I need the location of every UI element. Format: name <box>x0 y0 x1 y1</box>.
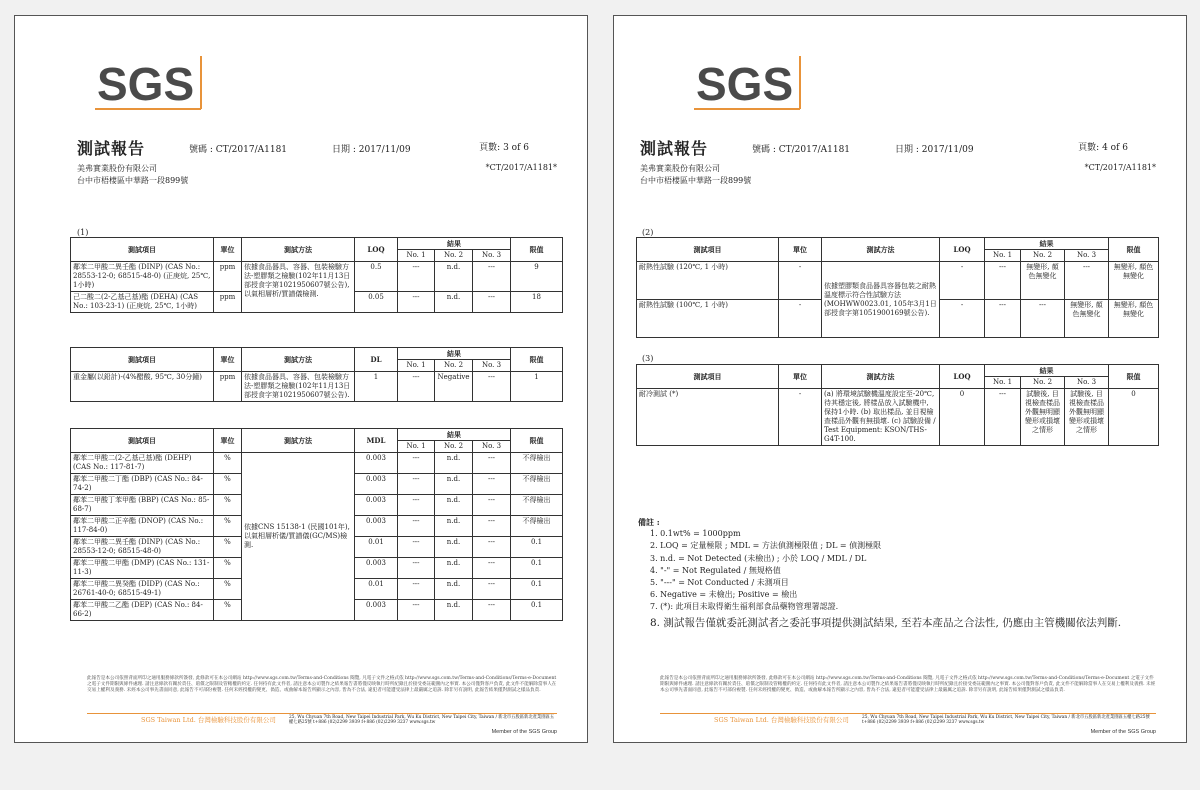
table-row <box>71 453 563 474</box>
row-item: 鄰苯二甲酸二正辛酯 (DNOP) (CAS No.: 117-84-0) <box>71 516 214 537</box>
row-limit: 0.1 <box>511 579 563 600</box>
row-result-2: n.d. <box>435 558 473 579</box>
row-result-1: --- <box>398 495 435 516</box>
note-item: 6. Negative = 未檢出; Positive = 檢出 <box>650 590 798 600</box>
row-result-2: n.d. <box>435 292 473 313</box>
row-limit: 1 <box>511 372 563 402</box>
header-item: 測試項目 <box>71 238 214 262</box>
header-no2: No. 2 <box>435 441 473 453</box>
section-label: (2) <box>642 228 654 237</box>
row-item: 耐熱性試驗 (120℃, 1 小時) <box>637 262 779 300</box>
row-result-1: --- <box>398 372 435 402</box>
report-page-4 <box>613 15 1187 743</box>
row-unit: % <box>214 495 242 516</box>
row-item: 鄰苯二甲酸二甲酯 (DMP) (CAS No.: 131-11-3) <box>71 558 214 579</box>
row-item: 重金屬(以鉛計)-(4%醋酸, 95℃, 30分鐘) <box>71 372 214 402</box>
barcode-ref: *CT/2017/A1181* <box>485 163 557 172</box>
page-footer <box>660 713 1156 725</box>
header-no2: No. 2 <box>1021 250 1065 262</box>
row-result-2: n.d. <box>435 537 473 558</box>
row-result-3: --- <box>473 495 511 516</box>
header-loq: LOQ <box>940 365 985 389</box>
note-item: 4. "-" = Not Regulated / 無規格值 <box>650 565 781 575</box>
row-limit: 無變形, 顏色無變化 <box>1109 300 1159 338</box>
barcode-ref: *CT/2017/A1181* <box>1084 163 1156 172</box>
header-unit: 單位 <box>214 429 242 453</box>
footer-divider <box>87 713 557 714</box>
row-method: 依據CNS 15138-1 (民國101年), 以氣相層析儀/質譜儀(GC/MS)檢測. <box>242 453 355 621</box>
header-no3: No. 3 <box>1065 250 1109 262</box>
row-mdl: 0.01 <box>355 579 398 600</box>
client-info <box>77 163 188 187</box>
row-unit: ppm <box>214 262 242 292</box>
header-no1: No. 1 <box>398 360 435 372</box>
header-no2: No. 2 <box>1021 377 1065 389</box>
row-limit: 0 <box>1109 389 1159 446</box>
row-item: 鄰苯二甲酸丁苯甲酯 (BBP) (CAS No.: 85-68-7) <box>71 495 214 516</box>
row-mdl: 0.003 <box>355 495 398 516</box>
row-result-1: --- <box>398 537 435 558</box>
row-result-3: --- <box>473 516 511 537</box>
row-mdl: 0.01 <box>355 537 398 558</box>
header-unit: 單位 <box>214 348 242 372</box>
row-unit: ppm <box>214 372 242 402</box>
row-result-3: --- <box>473 537 511 558</box>
table-row <box>71 262 563 292</box>
row-result-2: n.d. <box>435 579 473 600</box>
row-result-1: --- <box>398 600 435 621</box>
row-method: 依據食品器具、容器、包裝檢驗方法-塑膠類之檢驗(102年11月13日部授食字第1021950607號公告), 以氣相層析/質譜儀檢測. <box>242 262 355 313</box>
row-result-1: --- <box>398 474 435 495</box>
client-address: 台中市梧棲區中華路一段899號 <box>77 176 189 185</box>
row-mdl: 0.003 <box>355 600 398 621</box>
footer-company: SGS Taiwan Ltd. 台灣檢驗科技股份有限公司 <box>714 716 849 724</box>
footer-address: 25, Wu Chyuan 7th Road, New Taipei Industrial Park, Wu Ku District, New Taipei City, Taiwan / 新北市五股區新北產業園區五權七路25號 t+886 (02)2299 3939 f+886 (02)2299 3237 www.sgs.tw <box>862 715 1150 725</box>
header-no3: No. 3 <box>473 441 511 453</box>
results-table-heavy-metals <box>70 347 563 402</box>
row-result-3: --- <box>1065 262 1109 300</box>
report-number: 號碼 : CT/2017/A1181 <box>189 145 288 155</box>
header-item: 測試項目 <box>637 238 779 262</box>
report-title: 測試報告 <box>640 139 709 158</box>
header-unit: 單位 <box>214 238 242 262</box>
row-unit: % <box>214 558 242 579</box>
row-result-3: --- <box>473 262 511 292</box>
row-item: 耐熱性試驗 (100℃, 1 小時) <box>637 300 779 338</box>
client-name: 美弗實業股份有限公司 <box>640 164 720 173</box>
table-row <box>637 389 1159 446</box>
section-label: (3) <box>642 354 654 363</box>
note-item: 5. "---" = Not Conducted / 未測項目 <box>650 578 789 588</box>
row-unit: - <box>779 262 822 300</box>
row-limit: 0.1 <box>511 537 563 558</box>
row-item: 鄰苯二甲酸二乙酯 (DEP) (CAS No.: 84-66-2) <box>71 600 214 621</box>
table-row <box>637 262 1159 300</box>
report-header <box>77 140 557 160</box>
row-result-1: --- <box>985 300 1021 338</box>
notes-title: 備註 : <box>638 517 660 527</box>
row-limit: 不得檢出 <box>511 495 563 516</box>
row-unit: % <box>214 474 242 495</box>
row-loq: 0.5 <box>355 262 398 292</box>
notes-section <box>638 516 1158 631</box>
row-item: 鄰苯二甲酸二異癸酯 (DIDP) (CAS No.: 26761-40-0; 68515-49-1) <box>71 579 214 600</box>
sgs-logo <box>694 56 804 116</box>
row-result-2: n.d. <box>435 600 473 621</box>
row-method: 依據塑膠類食品器具容器包裝之耐熱溫度標示符合性試驗方法(MOHWW0023.01, 105年3月1日部授食字第1051900169號公告). <box>822 262 940 338</box>
header-no3: No. 3 <box>473 250 511 262</box>
row-result-2: 試驗後, 目視檢查樣品外觀無明顯變形或損壞之情形 <box>1021 389 1065 446</box>
client-name: 美弗實業股份有限公司 <box>77 164 157 173</box>
row-result-3: --- <box>473 600 511 621</box>
row-result-2: n.d. <box>435 474 473 495</box>
header-item: 測試項目 <box>637 365 779 389</box>
row-result-2: n.d. <box>435 495 473 516</box>
client-info <box>640 163 751 187</box>
row-item: 鄰苯二甲酸二異壬酯 (DINP) (CAS No.: 28553-12-0; 68515-48-0) <box>71 537 214 558</box>
row-unit: % <box>214 537 242 558</box>
row-limit: 0.1 <box>511 558 563 579</box>
row-result-1: --- <box>985 262 1021 300</box>
terms-fine-print: 此報告是本公司依照背面所印之通用服務條款所簽發, 此條款可在本公司網站 http://www.sgs.com.tw/Terms-and-Conditions 閱覽, 凡電子文件之格式依 http://www.sgs.com.tw/Terms-and-Conditions/Terms-e-Document 之電子文件期限與條件處理. 請注意條款有關於責任、賠償之限制及管轄權的約定. 任何持有此文件者, 請注意本公司製作之結果報告書將僅反映執行時所紀錄且於接受委託範圍內之事實. 本公司僅對客戶負責, 此文件不能解除當事人在交易上權利及義務. 未經本公司事先書面同意, 此報告不可部份複製. 任何未經授權的變更、偽造、或曲解本報告所顯示之內容, 皆為不合法, 違犯者可能遭受法律上最嚴厲之追訴. 除非另有說明, 此報告結果僅對測試之樣品負責. <box>87 676 557 693</box>
header-no1: No. 1 <box>985 250 1021 262</box>
note-item: 1. 0.1wt% = 1000ppm <box>650 529 741 539</box>
header-result: 結果 <box>398 238 511 250</box>
header-limit: 限值 <box>511 429 563 453</box>
note-item: 2. LOQ = 定量極限 ; MDL = 方法偵測極限值 ; DL = 偵測極限 <box>650 541 882 551</box>
header-no3: No. 3 <box>473 360 511 372</box>
row-limit: 不得檢出 <box>511 474 563 495</box>
page-footer <box>87 713 557 725</box>
header-method: 測試方法 <box>242 348 355 372</box>
row-item: 鄰苯二甲酸二(2-乙基己基)酯 (DEHP) (CAS No.: 117-81-7) <box>71 453 214 474</box>
row-result-2: n.d. <box>435 262 473 292</box>
header-dl: DL <box>355 348 398 372</box>
report-number: 號碼 : CT/2017/A1181 <box>752 145 851 155</box>
row-limit: 不得檢出 <box>511 453 563 474</box>
row-result-2: Negative <box>435 372 473 402</box>
row-unit: - <box>779 389 822 446</box>
row-result-3: --- <box>473 453 511 474</box>
header-unit: 單位 <box>779 238 822 262</box>
row-unit: % <box>214 516 242 537</box>
header-no1: No. 1 <box>398 441 435 453</box>
row-item: 鄰苯二甲酸二異壬酯 (DINP) (CAS No.: 28553-12-0; 68515-48-0) (正庚烷, 25℃, 1小時) <box>71 262 214 292</box>
sgs-group-member: Member of the SGS Group <box>1090 729 1156 735</box>
row-unit: - <box>779 300 822 338</box>
svg-text:SGS: SGS <box>696 58 794 110</box>
row-unit: % <box>214 600 242 621</box>
results-table-cold-resistance <box>636 364 1159 446</box>
row-result-2: --- <box>1021 300 1065 338</box>
footer-company: SGS Taiwan Ltd. 台灣檢驗科技股份有限公司 <box>141 716 276 724</box>
row-result-1: --- <box>398 558 435 579</box>
report-page-3 <box>14 15 588 743</box>
header-no1: No. 1 <box>398 250 435 262</box>
row-result-3: --- <box>473 292 511 313</box>
header-limit: 限值 <box>1109 238 1159 262</box>
row-limit: 0.1 <box>511 600 563 621</box>
row-item: 鄰苯二甲酸二丁酯 (DBP) (CAS No.: 84-74-2) <box>71 474 214 495</box>
sgs-group-member: Member of the SGS Group <box>491 729 557 735</box>
report-date: 日期 : 2017/11/09 <box>895 145 974 155</box>
row-result-1: --- <box>398 262 435 292</box>
results-table-heat-resistance <box>636 237 1159 338</box>
header-no3: No. 3 <box>1065 377 1109 389</box>
row-result-3: --- <box>473 372 511 402</box>
header-limit: 限值 <box>511 238 563 262</box>
header-limit: 限值 <box>1109 365 1159 389</box>
row-limit: 不得檢出 <box>511 516 563 537</box>
header-result: 結果 <box>398 348 511 360</box>
row-result-1: --- <box>398 516 435 537</box>
row-item: 耐冷測試 (*) <box>637 389 779 446</box>
footer-address: 25, Wu Chyuan 7th Road, New Taipei Industrial Park, Wu Ku District, New Taipei City, Taiwan / 新北市五股區新北產業園區五權七路25號 t+886 (02)2299 3939 f+886 (02)2299 3237 www.sgs.tw <box>289 715 555 725</box>
header-loq: LOQ <box>940 238 985 262</box>
row-loq: - <box>940 262 985 300</box>
row-limit: 18 <box>511 292 563 313</box>
header-no2: No. 2 <box>435 250 473 262</box>
row-result-1: --- <box>398 579 435 600</box>
page-number: 頁數: 3 of 6 <box>479 143 529 153</box>
row-mdl: 0.003 <box>355 516 398 537</box>
row-loq: 0.05 <box>355 292 398 313</box>
note-item: 7. (*): 此項目未取得衛生福利部食品藥物管理署認證. <box>650 602 839 612</box>
row-result-3: --- <box>473 558 511 579</box>
row-unit: ppm <box>214 292 242 313</box>
row-result-2: n.d. <box>435 453 473 474</box>
footer-divider <box>660 713 1156 714</box>
report-date: 日期 : 2017/11/09 <box>332 145 411 155</box>
row-result-2: 無變形, 顏色無變化 <box>1021 262 1065 300</box>
row-result-1: --- <box>398 453 435 474</box>
row-result-3: --- <box>473 474 511 495</box>
row-loq: 0 <box>940 389 985 446</box>
header-mdl: MDL <box>355 429 398 453</box>
row-limit: 無變形, 顏色無變化 <box>1109 262 1159 300</box>
header-result: 結果 <box>398 429 511 441</box>
header-no1: No. 1 <box>985 377 1021 389</box>
header-item: 測試項目 <box>71 429 214 453</box>
row-result-1: --- <box>985 389 1021 446</box>
row-result-2: n.d. <box>435 516 473 537</box>
row-result-3: 無變形, 顏色無變化 <box>1065 300 1109 338</box>
header-result: 結果 <box>985 365 1109 377</box>
row-unit: % <box>214 453 242 474</box>
svg-text:SGS: SGS <box>97 58 195 110</box>
header-method: 測試方法 <box>242 238 355 262</box>
header-item: 測試項目 <box>71 348 214 372</box>
page-number: 頁數: 4 of 6 <box>1078 143 1128 153</box>
header-limit: 限值 <box>511 348 563 372</box>
row-method: 依據食品器具、容器、包裝檢驗方法-塑膠類之檢驗(102年11月13日部授食字第1021950607號公告). <box>242 372 355 402</box>
report-header <box>640 140 1156 160</box>
note-item-disclaimer: 8. 測試報告僅就委託測試者之委託事項提供測試結果, 至若本產品之合法性, 仍應由主管機關依法判斷. <box>650 616 1122 629</box>
header-result: 結果 <box>985 238 1109 250</box>
row-mdl: 0.003 <box>355 453 398 474</box>
row-method: (a) 將環境試驗機溫度設定至-20℃, 待其穩定後, 將樣品放入試驗機中, 保持1小時. (b) 取出樣品, 並目視檢查樣品外觀有無損壞. (c) 試驗設備 / Test Equipment: KSON/THS-G4T-100. <box>822 389 940 446</box>
row-mdl: 0.003 <box>355 558 398 579</box>
row-mdl: 0.003 <box>355 474 398 495</box>
row-result-3: --- <box>473 579 511 600</box>
results-table-phthalates-heptane <box>70 237 563 313</box>
row-dl: 1 <box>355 372 398 402</box>
terms-fine-print: 此報告是本公司依照背面所印之通用服務條款所簽發, 此條款可在本公司網站 http://www.sgs.com.tw/Terms-and-Conditions 閱覽, 凡電子文件之格式依 http://www.sgs.com.tw/Terms-and-Conditions/Terms-e-Document 之電子文件期限與條件處理. 請注意條款有關於責任、賠償之限制及管轄權的約定. 任何持有此文件者, 請注意本公司製作之結果報告書將僅反映執行時所紀錄且於接受委託範圍內之事實. 本公司僅對客戶負責, 此文件不能解除當事人在交易上權利及義務. 未經本公司事先書面同意, 此報告不可部份複製. 任何未經授權的變更、偽造、或曲解本報告所顯示之內容, 皆為不合法, 違犯者可能遭受法律上最嚴厲之追訴. 除非另有說明, 此報告結果僅對測試之樣品負責. <box>660 676 1156 693</box>
header-no2: No. 2 <box>435 360 473 372</box>
sgs-logo <box>95 56 205 116</box>
row-limit: 9 <box>511 262 563 292</box>
row-result-1: --- <box>398 292 435 313</box>
table-row <box>71 372 563 402</box>
header-loq: LOQ <box>355 238 398 262</box>
client-address: 台中市梧棲區中華路一段899號 <box>640 176 752 185</box>
header-unit: 單位 <box>779 365 822 389</box>
note-item: 3. n.d. = Not Detected (未檢出) ; 小於 LOQ / MDL / DL <box>650 553 867 563</box>
header-method: 測試方法 <box>822 238 940 262</box>
row-unit: % <box>214 579 242 600</box>
row-item: 己二酸二(2-乙基己基)酯 (DEHA) (CAS No.: 103-23-1) (正庚烷, 25℃, 1小時) <box>71 292 214 313</box>
header-method: 測試方法 <box>822 365 940 389</box>
row-result-3: 試驗後, 目視檢查樣品外觀無明顯變形或損壞之情形 <box>1065 389 1109 446</box>
header-method: 測試方法 <box>242 429 355 453</box>
results-table-phthalates-gcms <box>70 428 563 621</box>
report-title: 測試報告 <box>77 139 146 158</box>
section-label: (1) <box>77 228 89 237</box>
row-loq: - <box>940 300 985 338</box>
